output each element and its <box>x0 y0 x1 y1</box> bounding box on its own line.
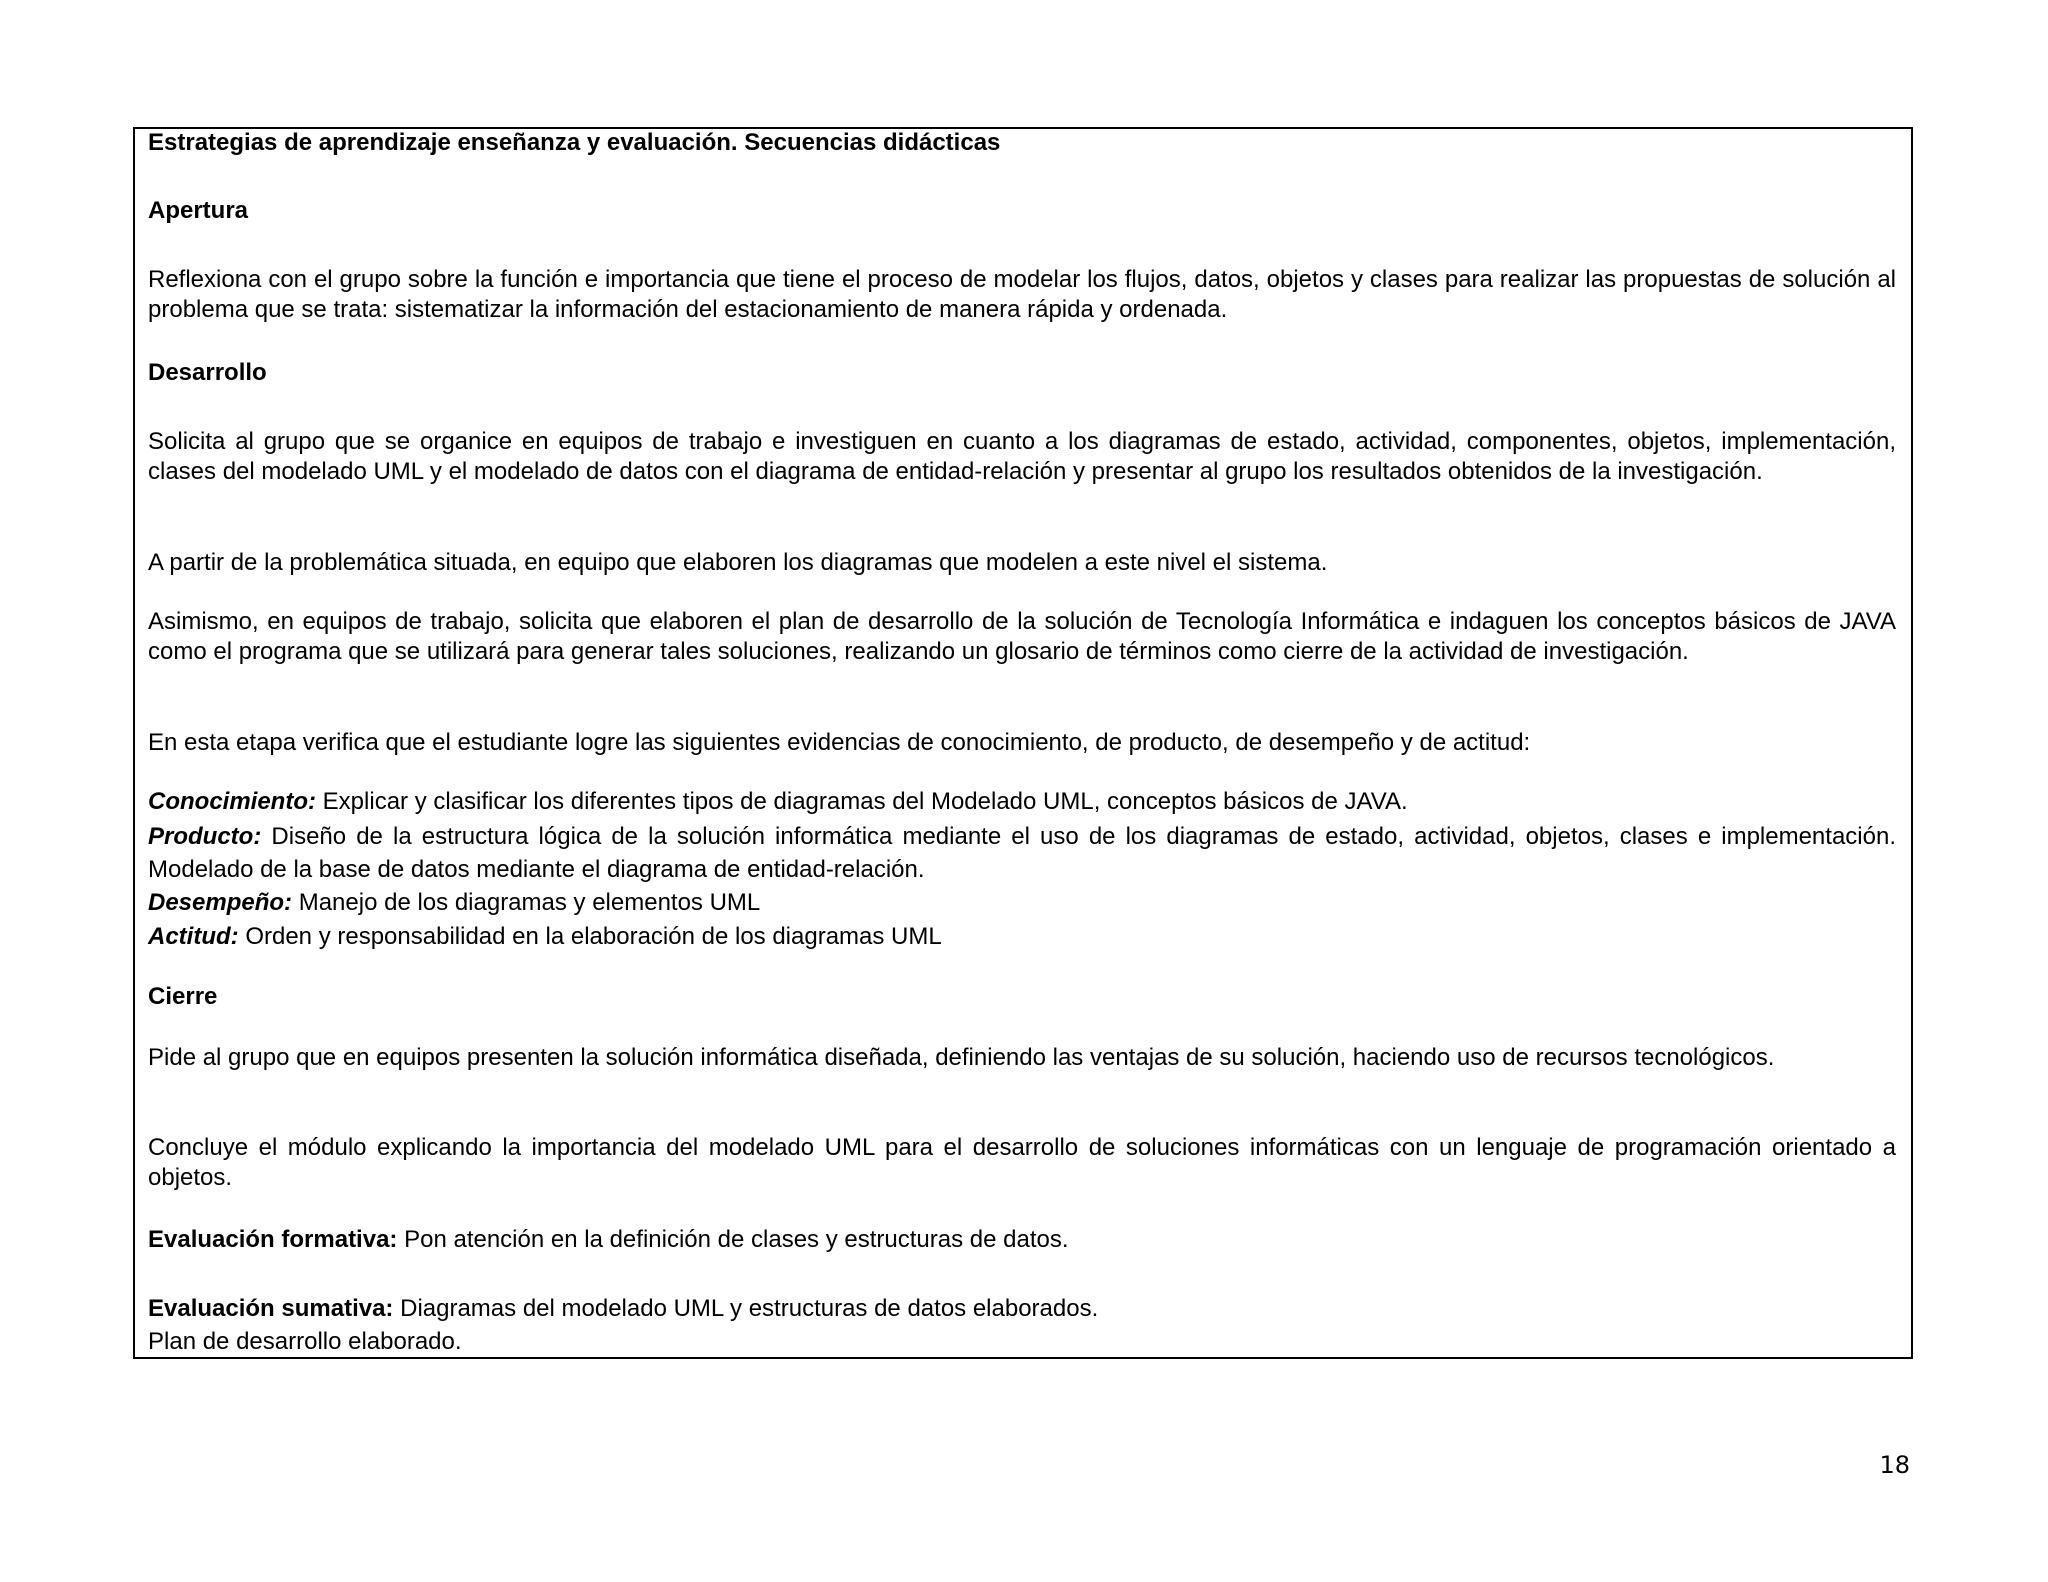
desempeno-text: Manejo de los diagramas y elementos UML <box>298 889 761 916</box>
desempeno-label: Desempeño: <box>148 889 293 916</box>
apertura-paragraph: Reflexiona con el grupo sobre la función e importancia que tiene el proceso de modelar los flujos, datos, objetos y clases para realizar las propuestas de solución al problema que se trata: sistematizar la información del estacionamiento de manera rápida y ordenada. <box>148 266 1896 323</box>
actitud-text: Orden y responsabilidad en la elaboración de los diagramas UML <box>245 923 942 950</box>
page-number: 18 <box>1879 1451 1910 1479</box>
evaluacion-formativa <box>148 1225 1896 1255</box>
heading-apertura: Apertura <box>148 197 249 224</box>
evidencia-conocimiento <box>148 787 1896 817</box>
formativa-text: Pon atención en la definición de clases y estructuras de datos. <box>404 1226 1069 1253</box>
desarrollo-paragraph-1: Solicita al grupo que se organice en equipos de trabajo e investiguen en cuanto a los diagramas de estado, actividad, componentes, objetos, implementación, clases del modelado UML y el modelado de datos con el diagrama de entidad-relación y presentar al grupo los resultados obtenidos de la investigación. <box>148 428 1896 485</box>
sumativa-text: Diagramas del modelado UML y estructuras de datos elaborados. <box>400 1295 1099 1322</box>
heading-desarrollo: Desarrollo <box>148 359 267 386</box>
evidencia-actitud <box>148 922 1896 952</box>
cierre-paragraph-1: Pide al grupo que en equipos presenten la solución informática diseñada, definiendo las ventajas de su solución, haciendo uso de recursos tecnológicos. <box>148 1044 1775 1071</box>
actitud-label: Actitud: <box>148 923 239 950</box>
producto-label: Producto: <box>148 823 262 850</box>
sumativa-label: Evaluación sumativa: <box>148 1295 394 1322</box>
evidencia-producto <box>148 820 1896 886</box>
evaluacion-sumativa-extra: Plan de desarrollo elaborado. <box>148 1328 462 1355</box>
desarrollo-paragraph-3: Asimismo, en equipos de trabajo, solicita que elaboren el plan de desarrollo de la solución de Tecnología Informática e indaguen los conceptos básicos de JAVA como el programa que se utilizará para generar tales soluciones, realizando un glosario de términos como cierre de la actividad de investigación. <box>148 608 1896 665</box>
evidencia-desempeno <box>148 888 1896 918</box>
desarrollo-paragraph-4: En esta etapa verifica que el estudiante logre las siguientes evidencias de conocimiento, de producto, de desempeño y de actitud: <box>148 729 1531 756</box>
cierre-paragraph-2: Concluye el módulo explicando la importancia del modelado UML para el desarrollo de soluciones informáticas con un lenguaje de programación orientado a objetos. <box>148 1134 1896 1191</box>
conocimiento-label: Conocimiento: <box>148 788 316 815</box>
producto-text: Diseño de la estructura lógica de la solución informática mediante el uso de los diagramas de estado, actividad, objetos, clases e implementación. Modelado de la base de datos mediante el diagrama de entidad-relación. <box>148 823 1896 883</box>
section-title: Estrategias de aprendizaje enseñanza y evaluación. Secuencias didácticas <box>148 129 1001 156</box>
conocimiento-text: Explicar y clasificar los diferentes tipos de diagramas del Modelado UML, conceptos básicos de JAVA. <box>322 788 1408 815</box>
heading-cierre: Cierre <box>148 983 218 1010</box>
evaluacion-sumativa <box>148 1294 1896 1324</box>
formativa-label: Evaluación formativa: <box>148 1226 398 1253</box>
desarrollo-paragraph-2: A partir de la problemática situada, en equipo que elaboren los diagramas que modelen a este nivel el sistema. <box>148 549 1328 576</box>
